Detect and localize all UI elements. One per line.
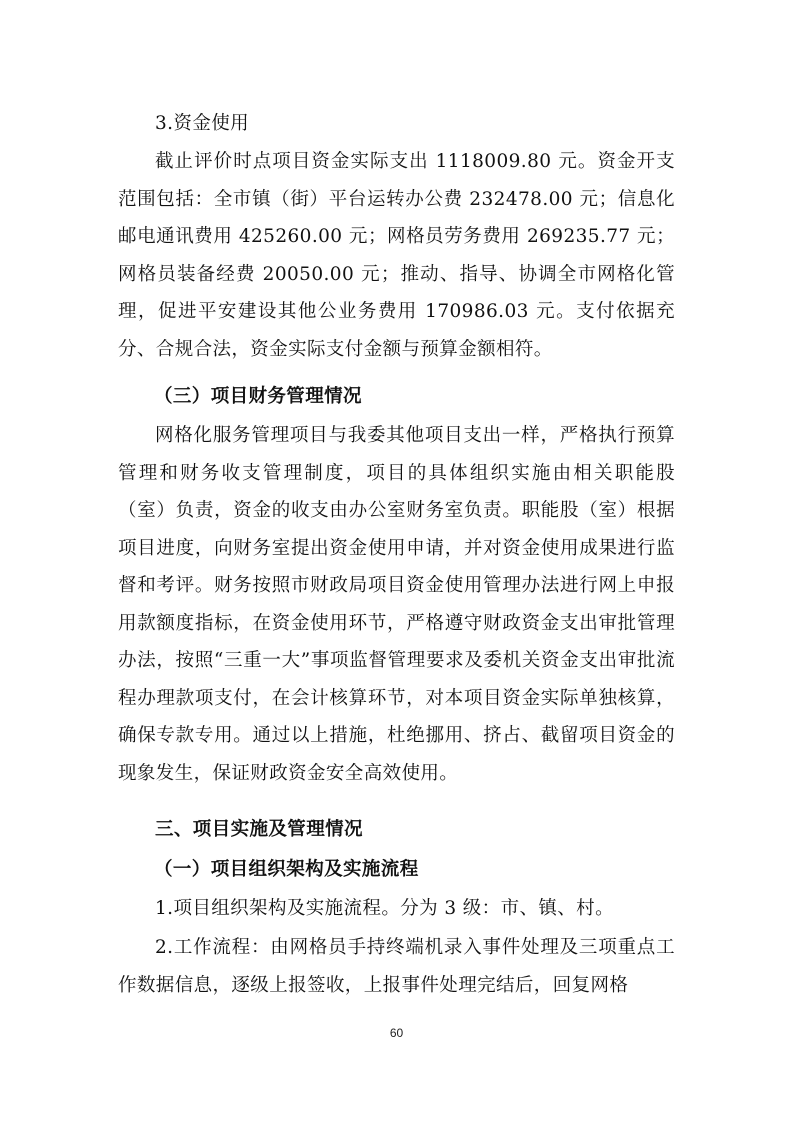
- financial-management-paragraph: 网格化服务管理项目与我委其他项目支出一样，严格执行预算管理和财务收支管理制度，项目的具体组织实施由相关职能股（室）负责，资金的收支由办公室财务室负责。职能股（室）根据项目进度，向财务室提出资金使用申请，并对资金使用成果进行监督和考评。财务按照市财政局项目资金使用管理办法进行网上申报用款额度指标，在资金使用环节，严格遵守财政资金支出审批管理办法，按照“三重一大”事项监督管理要求及委机关资金支出审批流程办理款项支付，在会计核算环节，对本项目资金实际单独核算，确保专款专用。通过以上措施，杜绝挪用、挤占、截留项目资金的现象发生，保证财政资金安全高效使用。: [118, 425, 675, 784]
- financial-management-heading: （三）项目财务管理情况: [154, 386, 362, 407]
- organization-heading: （一）项目组织架构及实施流程: [154, 859, 419, 880]
- organization-item: 1.项目组织架构及实施流程。分为 3 级：市、镇、村。: [155, 898, 614, 919]
- funds-use-paragraph: 截止评价时点项目资金实际支出 1118009.80 元。资金开支范围包括：全市镇（街）平台运转办公费 232478.00 元；信息化邮电通讯费用 425260.00 元；网格员劳务费用 269235.77 元；网格员装备经费 20050.00 元；推动、指导、协调全市网格化管理，促进平安建设其他公业务费用 170986.03 元。支付依据充分、合规合法，资金实际支付金额与预算金额相符。: [118, 151, 675, 360]
- implementation-heading: 三、项目实施及管理情况: [155, 819, 363, 840]
- funds-use-heading: 3.资金使用: [155, 113, 250, 134]
- page-number: 60: [389, 1026, 404, 1040]
- workflow-item: 2.工作流程：由网格员手持终端机录入事件处理及三项重点工作数据信息，逐级上报签收，上报事件处理完结后，回复网格: [118, 937, 675, 996]
